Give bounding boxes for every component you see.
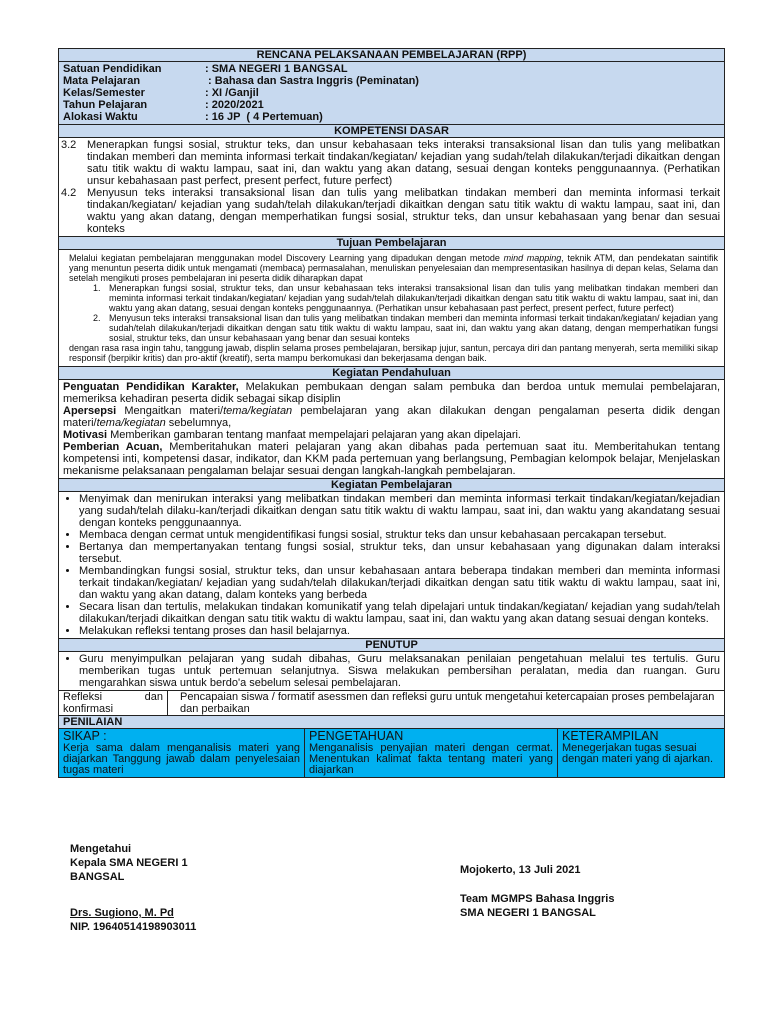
acuan-paragraph (63, 441, 720, 477)
tujuan-list (69, 283, 718, 343)
tujuan-header: Tujuan Pembelajaran (59, 237, 725, 250)
identity-value: : 16 JP ( 4 Pertemuan) (205, 111, 323, 123)
identity-value: : 2020/2021 (205, 99, 264, 111)
signature-kepala: Kepala SMA NEGERI 1 (70, 857, 188, 869)
signature-team: Team MGMPS Bahasa Inggris (460, 893, 615, 905)
pengetahuan-text: Menganalisis penyajian materi dengan cermat. Menentukan kalimat fakta tentang materi yang diajarkan (309, 742, 553, 776)
refleksi-label-word: Refleksi (63, 691, 103, 703)
tujuan-intro-text: , teknik ATM, dan pendekatan saintifik yang menuntun peserta didik untuk mengamati (membaca) permasalahan, menuliskan penyelesaian dan mempresentasikan hasilnya di depan kelas, Selama dan setelah mengikuti proses pembelajaran ini peserta didik diharapkan dapat (69, 253, 719, 283)
identity-value: : SMA NEGERI 1 BANGSAL (205, 63, 348, 75)
kegiatan-body (59, 492, 725, 639)
pengetahuan-box (305, 729, 558, 778)
signature-nip: NIP. 19640514198903011 (70, 921, 197, 933)
kompetensi-text: Menerapkan fungsi sosial, struktur teks, dan unsur kebahasaan teks interaksi transaksional lisan dan tulis yang melibatkan tindakan memberi dan meminta informasi terkait tindakan/kegiatan/ kejadian yang sudah/telah dilakukan/terjadi dikaitkan dengan satu titik waktu di waktu lampau, saat ini, dan waktu yang akan datang, sesuai dengan konteks penggunaannya. (Perhatikan unsur kebahasaan past perfect, present perfect, future perfect) (87, 139, 721, 187)
refleksi-label-word: dan (144, 691, 163, 703)
acuan-text: Memberitahukan materi pelajaran yang akan dibahas pada pertemuan saat itu. Memberitahukan tentang kompetensi inti, kompetensi dasar, indikator, dan KKM pada pertemuan yang berlangsung, Pembagian kelompok belajar, Menjelaskan mekanisme pelaksanaan pengalaman belajar sesuai dengan langkah-langkah pembelajaran. (63, 441, 721, 477)
apersepsi-label: Apersepsi (63, 405, 117, 417)
identity-block (59, 62, 725, 125)
refleksi-text: Pencapaian siswa / formatif asessmen dan refleksi guru untuk mengetahui ketercapaian proses pembelajaran dan perbaikan (168, 691, 725, 716)
apersepsi-emphasis: tema/kegiatan (96, 417, 166, 429)
apersepsi-text: Mengaitkan materi/ (116, 405, 224, 417)
signature-school: BANGSAL (70, 871, 125, 883)
pengetahuan-title: PENGETAHUAN (309, 729, 404, 743)
sikap-box (59, 729, 305, 778)
tujuan-intro-text: Melalui kegiatan pembelajaran menggunakan model Discovery Learning yang dipadukan dengan metode (69, 253, 504, 263)
apersepsi-paragraph (63, 405, 720, 429)
penutup-header: PENUTUP (59, 639, 725, 652)
refleksi-label (59, 691, 168, 716)
signature-right (460, 892, 614, 920)
ppk-text: Melakukan pembukaan dengan salam pembuka dan berdoa untuk memulai pembelajaran, memeriksa kehadiran peserta didik sebagai sikap disiplin (63, 381, 721, 405)
acuan-label: Pemberian Acuan, (63, 441, 163, 453)
penutup-item: • Guru menyimpulkan pelajaran yang sudah dibahas, Guru melaksanakan penilaian pengetahuan melalui tes tertulis. Guru memberikan tugas untuk pertemuan selanjutnya. Siswa melakukan pembersihan peralatan, media dan ruangan. Guru mengarahkan siswa untuk berdo'a sebelum selesai pembelajaran. (79, 653, 720, 689)
kompetensi-item (61, 187, 720, 235)
kompetensi-number: 3.2 (61, 139, 77, 151)
signature-left (70, 842, 188, 884)
kompetensi-number: 4.2 (61, 187, 77, 199)
kegiatan-header: Kegiatan Pembelajaran (59, 479, 725, 492)
identity-key: Kelas/Semester (63, 87, 145, 99)
refleksi-label-word: konfirmasi (63, 703, 114, 715)
apersepsi-emphasis: tema/kegiatan (223, 405, 293, 417)
ppk-label: Penguatan Pendidikan Karakter, (63, 381, 239, 393)
tujuan-item: 2. Menyusun teks interaksi transaksional lisan dan tulis yang melibatkan tindakan memberi dan meminta informasi terkait tindakan/kegiatan/ kejadian yang sudah/telah dilakukan/terjadi dikaitkan dengan satu titik waktu di waktu lampau, saat ini, dan waktu yang akan datang, dengan memperhatikan fungsi sosial, struktur teks, dan unsur kebahasaan yang benar dan sesuai konteks (103, 313, 718, 343)
ppk-paragraph (63, 381, 720, 405)
signature-date: Mojokerto, 13 Juli 2021 (460, 864, 581, 876)
document-title: RENCANA PELAKSANAAN PEMBELAJARAN (RPP) (59, 49, 725, 62)
rpp-document (58, 48, 724, 778)
motivasi-label: Motivasi (63, 429, 108, 441)
identity-key: Mata Pelajaran (63, 75, 141, 87)
tujuan-intro-emphasis: mind mapping (503, 253, 562, 263)
kegiatan-item: • Membandingkan fungsi sosial, struktur teks, dan unsur kebahasaan antara beberapa tindakan memberi dan meminta informasi terkait tindakan/kegiatan/ kejadian yang sudah/telah dilakukan/terjadi dikaitkan dengan satu titik waktu di waktu lampau, saat ini, dan waktu yang akan datang, dalam konteks yang berbeda (79, 565, 720, 601)
signature-team-school: SMA NEGERI 1 BANGSAL (460, 907, 596, 919)
penilaian-header: PENILAIAN (59, 716, 725, 729)
kegiatan-list (63, 493, 720, 637)
keterampilan-box (558, 729, 725, 778)
kegiatan-item: • Secara lisan dan tertulis, melakukan tindakan komunikatif yang telah dipelajari untuk tindakan/kegiatan/ kejadian yang sudah/telah dilakukan/terjadi dikaitkan dengan satu titik waktu di waktu lampau, saat ini, dan waktu yang akan datang sesuai dengan konteks. (79, 601, 720, 625)
penutup-list (63, 653, 720, 689)
identity-value: : Bahasa dan Sastra Inggris (Peminatan) (205, 75, 419, 87)
penutup-body (59, 652, 725, 691)
sikap-title: SIKAP : (63, 729, 107, 743)
tujuan-body (59, 250, 725, 367)
tujuan-item: 1. Menerapkan fungsi sosial, struktur teks, dan unsur kebahasaan teks interaksi transaksional lisan dan tulis yang melibatkan tindakan memberi dan meminta informasi terkait tindakan/kegiatan/ kejadian yang sudah/telah dilakukan/terjadi dikaitkan dengan satu titik waktu di waktu lampau, saat ini, dan waktu yang akan datang, sesuai dengan konteks penggunaannya. (Perhatikan unsur kebahasaan past perfect, present perfect, future perfect) (103, 283, 718, 313)
signature-name: Drs. Sugiono, M. Pd (70, 907, 174, 919)
tujuan-intro (69, 253, 718, 283)
kegiatan-item: • Membaca dengan cermat untuk mengidentifikasi fungsi sosial, struktur teks dan unsur kebahasaan percakapan tersebut. (79, 529, 720, 541)
motivasi-text: Memberikan gambaran tentang manfaat mempelajari pelajaran yang akan dipelajari. (107, 429, 521, 441)
kegiatan-item: • Bertanya dan mempertanyakan tentang fungsi sosial, struktur teks, dan unsur kebahasaan yang digunakan dalam interaksi tersebut. (79, 541, 720, 565)
sikap-text: Kerja sama dalam menganalisis materi yang diajarkan Tanggung jawab dalam penyelesaian tugas materi (63, 742, 300, 776)
apersepsi-text: pembelajaran yang akan dilakukan dengan pengalaman peserta didik dengan materi/ (63, 405, 721, 429)
signature-left-name (70, 906, 196, 934)
keterampilan-text: Menegerjakan tugas sesuai dengan materi yang di ajarkan. (562, 742, 714, 765)
identity-key: Tahun Pelajaran (63, 99, 148, 111)
pendahuluan-body (59, 380, 725, 479)
motivasi-paragraph (63, 429, 720, 441)
apersepsi-text: sebelumnya, (165, 417, 232, 429)
identity-key: Satuan Pendidikan (63, 63, 162, 75)
kompetensi-item (61, 139, 720, 187)
kegiatan-item: • Menyimak dan menirukan interaksi yang melibatkan tindakan memberi dan meminta informasi terkait tindakan/kegiatan/kejadian yang sudah/telah dilaku-kan/terjadi dikaitkan dengan satu titik waktu di waktu lampau, saat ini, dan waktu yang akandatang sesuai dengan konteks penggunaannya. (79, 493, 720, 529)
kegiatan-item: • Melakukan refleksi tentang proses dan hasil belajarnya. (79, 625, 720, 637)
pendahuluan-header: Kegiatan Pendahuluan (59, 367, 725, 380)
signature-mengetahui: Mengetahui (70, 843, 132, 855)
identity-value: : XI /Ganjil (205, 87, 259, 99)
kompetensi-header: KOMPETENSI DASAR (59, 125, 725, 138)
tujuan-closing: dengan rasa rasa ingin tahu, tanggung jawab, displin selama proses pembelajaran, bersikap jujur, santun, percaya diri dan pantang menyerah, serta memiliki sikap responsif (berpikir kritis) dan pro-aktif (kreatif), serta mampu berkomukasi dan bekerjasama dengan baik. (69, 343, 719, 363)
identity-key: Alokasi Waktu (63, 111, 138, 123)
kompetensi-list (59, 138, 725, 237)
keterampilan-title: KETERAMPILAN (562, 729, 659, 743)
kompetensi-text: Menyusun teks interaksi transaksional lisan dan tulis yang melibatkan tindakan memberi dan meminta informasi terkait tindakan/kegiatan/ kejadian yang sudah/telah dilakukan/terjadi dikaitkan dengan satu titik waktu di waktu lampau, saat ini, dan waktu yang akan datang, dengan memperhatikan fungsi sosial, struktur teks, dan unsur kebahasaan yang benar dan sesuai konteks (87, 187, 721, 235)
rpp-table (58, 48, 725, 778)
